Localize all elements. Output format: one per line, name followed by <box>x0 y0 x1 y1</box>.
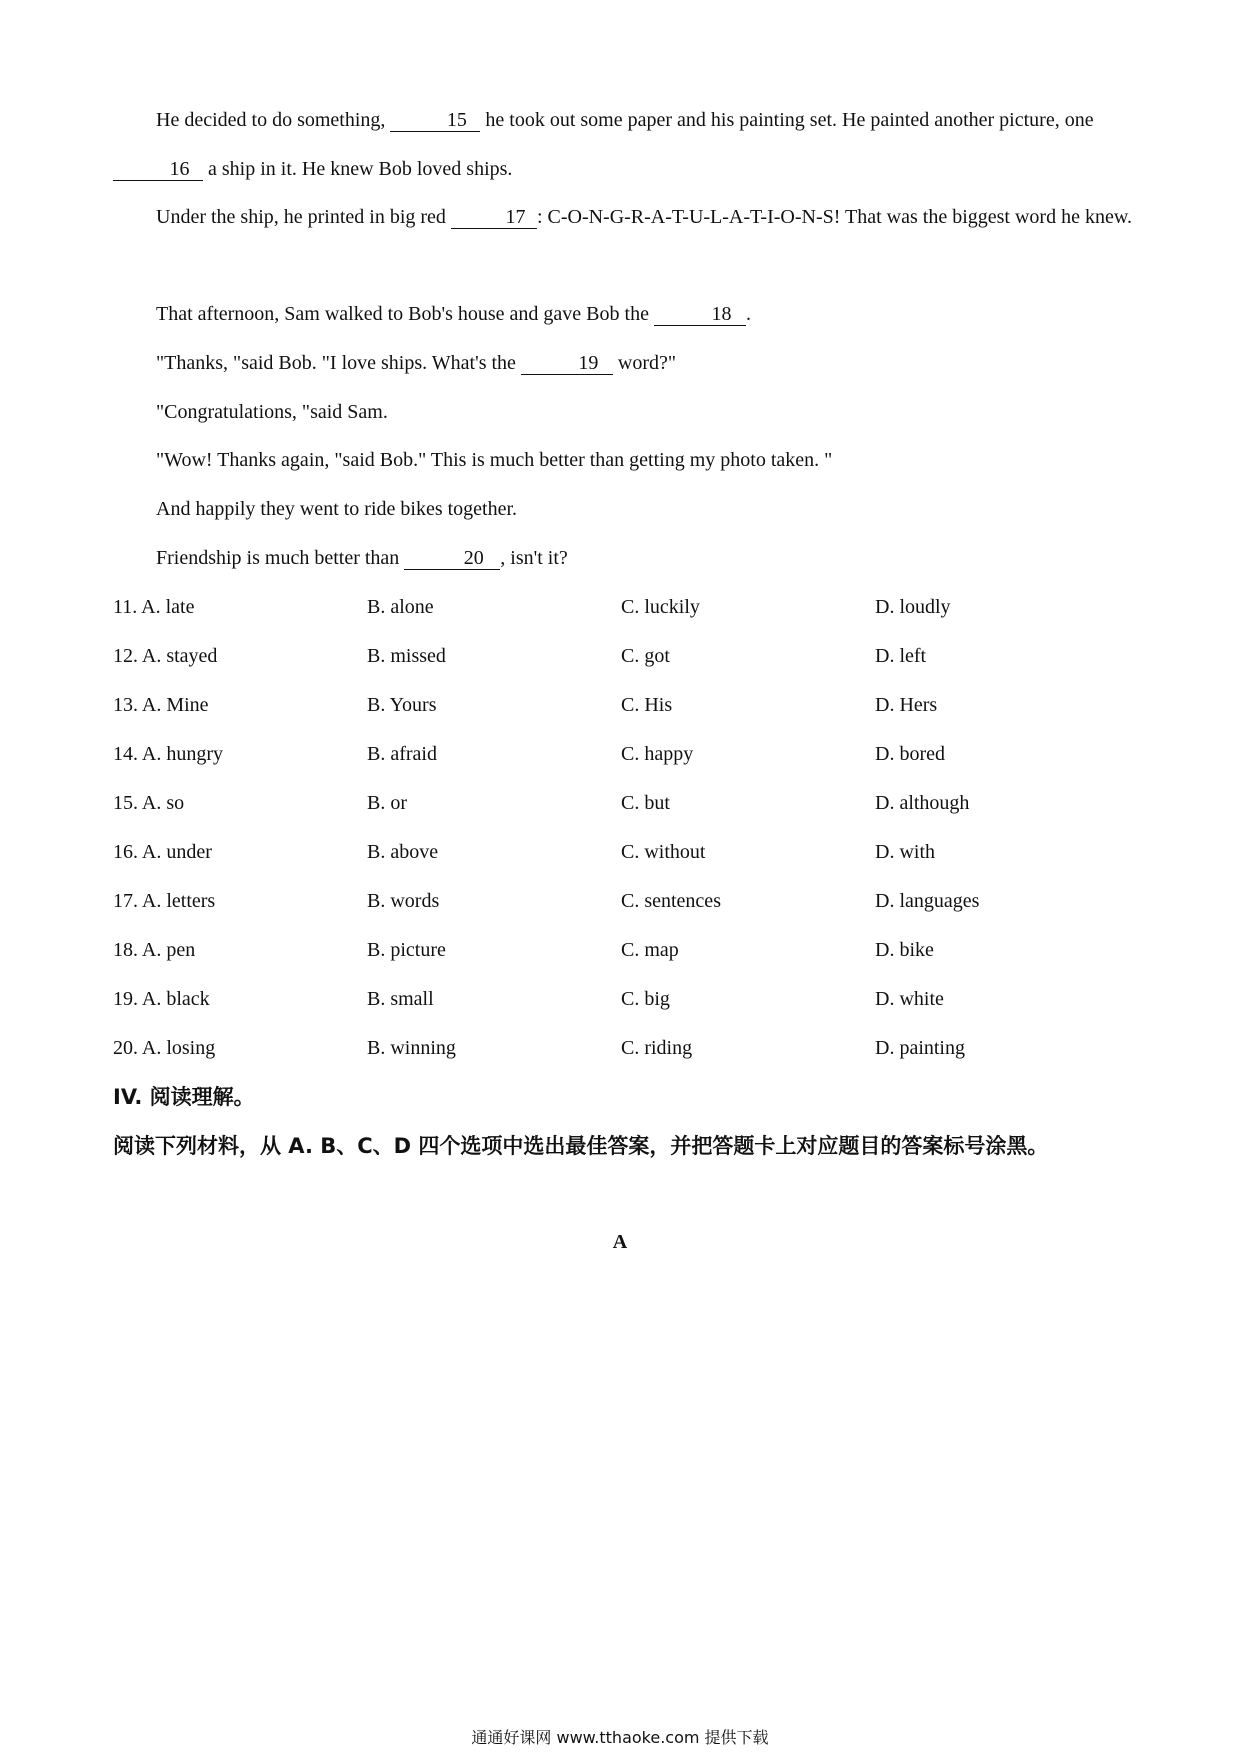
option-c: C. luckily <box>621 596 700 618</box>
section-instruction: 阅读下列材料，从 A. B、C、D 四个选项中选出最佳答案，并把答题卡上对应题目的答案标号涂黑。 <box>113 1134 1049 1158</box>
option-a: 15. A. so <box>113 792 185 814</box>
option-b: B. small <box>367 988 434 1010</box>
passage-paragraph-5: "Congratulations, "said Sam. <box>156 401 388 423</box>
section-heading: IV. 阅读理解。 <box>113 1085 255 1109</box>
blank-18: 18 <box>654 303 746 326</box>
option-c: C. His <box>621 694 673 716</box>
option-b: B. missed <box>367 645 446 667</box>
option-a: 17. A. letters <box>113 890 216 912</box>
option-b: B. winning <box>367 1037 456 1059</box>
option-b: B. or <box>367 792 407 814</box>
option-d: D. languages <box>875 890 980 912</box>
option-c: C. map <box>621 939 679 961</box>
option-d: D. although <box>875 792 970 814</box>
option-a: 12. A. stayed <box>113 645 218 667</box>
passage-paragraph-2: Under the ship, he printed in big red 17 : C-O-N-G-R-A-T-U-L-A-T-I-O-N-S! That was the biggest word he knew. <box>156 206 1132 228</box>
passage-label: A <box>612 1231 628 1253</box>
option-b: B. picture <box>367 939 446 961</box>
option-c: C. but <box>621 792 670 814</box>
option-a: 19. A. black <box>113 988 210 1010</box>
option-a: 18. A. pen <box>113 939 196 961</box>
option-c: C. happy <box>621 743 694 765</box>
option-d: D. bike <box>875 939 934 961</box>
option-b: B. afraid <box>367 743 437 765</box>
option-d: D. white <box>875 988 944 1010</box>
passage-paragraph-3: That afternoon, Sam walked to Bob's house and gave Bob the 18 . <box>156 303 751 325</box>
passage-paragraph-6: "Wow! Thanks again, "said Bob." This is much better than getting my photo taken. " <box>156 449 833 471</box>
option-b: B. above <box>367 841 439 863</box>
question-row <box>113 730 1133 779</box>
passage-paragraph-4: "Thanks, "said Bob. "I love ships. What's the 19 word?" <box>156 352 677 374</box>
footer-watermark: 通通好课网 www.tthaoke.com 提供下载 <box>471 1728 769 1747</box>
option-d: D. Hers <box>875 694 938 716</box>
option-c: C. without <box>621 841 706 863</box>
question-row <box>113 926 1133 975</box>
option-d: D. painting <box>875 1037 965 1059</box>
option-d: D. with <box>875 841 935 863</box>
option-a: 20. A. losing <box>113 1037 216 1059</box>
option-b: B. alone <box>367 596 434 618</box>
blank-16: 16 <box>113 158 203 181</box>
blank-15: 15 <box>390 109 480 132</box>
question-row <box>113 828 1133 877</box>
option-c: C. sentences <box>621 890 721 912</box>
option-d: D. loudly <box>875 596 951 618</box>
question-row <box>113 583 1133 632</box>
question-row <box>113 681 1133 730</box>
blank-20: 20 <box>404 547 500 570</box>
blank-17: 17 <box>451 206 537 229</box>
option-a: 13. A. Mine <box>113 694 209 716</box>
option-c: C. big <box>621 988 670 1010</box>
option-a: 11. A. late <box>113 596 195 618</box>
option-a: 16. A. under <box>113 841 212 863</box>
passage-paragraph-1: He decided to do something, 15 he took out some paper and his painting set. He painted another picture, one 16 a ship in it. He knew Bob loved ships. <box>113 96 1133 194</box>
option-d: D. left <box>875 645 927 667</box>
passage-paragraph-7: And happily they went to ride bikes together. <box>156 498 518 520</box>
blank-19: 19 <box>521 352 613 375</box>
question-row <box>113 877 1133 926</box>
option-c: C. got <box>621 645 670 667</box>
option-d: D. bored <box>875 743 945 765</box>
question-row <box>113 632 1133 681</box>
question-row <box>113 1024 1133 1073</box>
option-a: 14. A. hungry <box>113 743 223 765</box>
question-row <box>113 975 1133 1024</box>
option-b: B. words <box>367 890 440 912</box>
option-b: B. Yours <box>367 694 437 716</box>
option-c: C. riding <box>621 1037 693 1059</box>
question-row <box>113 779 1133 828</box>
passage-paragraph-8: Friendship is much better than 20 , isn't it? <box>156 547 568 569</box>
